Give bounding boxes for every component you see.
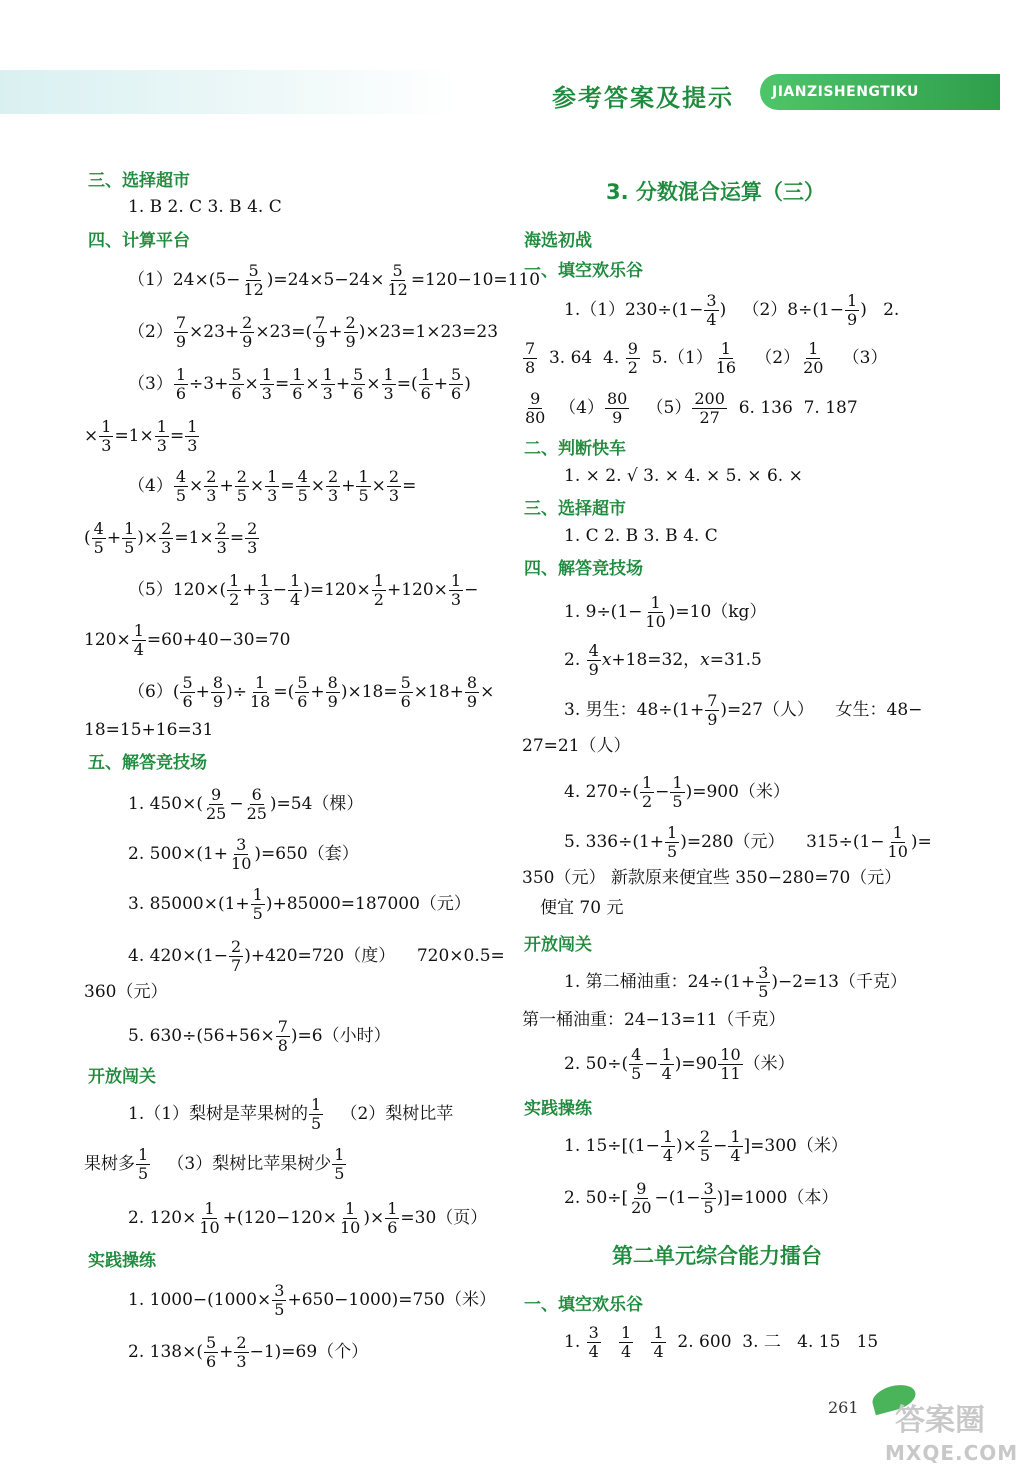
- solve-r-4: 4. 270÷( $\frac{1}{2}$ − $\frac{1}{5}$ )=900（米）: [564, 773, 790, 811]
- watermark-line2: MXQE.COM: [885, 1441, 1018, 1465]
- calc-4-cont: ( $\frac{4}{5}$ + $\frac{1}{5}$ )× $\frac{2}{3}$ =1× $\frac{2}{3}$ = $\frac{2}{3}$: [84, 519, 258, 557]
- calc-5: （5）120×( $\frac{1}{2}$ + $\frac{1}{3}$ − $\frac{1}{4}$ )=120× $\frac{1}{2}$ +120× $\frac{1}{3}$ −: [128, 571, 479, 609]
- section-fill-unit: 一、填空欢乐谷: [524, 1295, 643, 1315]
- practice-r-2: 2. 50÷[ $\frac{9}{20}$ −(1− $\frac{3}{5}$ )]=1000（本）: [564, 1179, 839, 1217]
- solve-1: 1. 450×( $\frac{9}{25}$ − $\frac{6}{25}$ )=54（棵）: [128, 785, 364, 823]
- fill-2: $\frac{7}{8}$ 3. 64 4. $\frac{9}{2}$ 5.（1） $\frac{1}{16}$ （2） $\frac{1}{20}$ （3）: [525, 339, 888, 377]
- open-r-2: 2. 50÷( $\frac{4}{5}$ − $\frac{1}{4}$ )=90 $\frac{10}{11}$ （米）: [564, 1045, 795, 1083]
- open-r-1: 1. 第二桶油重：24÷(1+ $\frac{3}{5}$ )−2=13（千克）: [564, 963, 907, 1001]
- page-header-title: 参考答案及提示: [552, 84, 734, 112]
- solve-3: 3. 85000×(1+ $\frac{1}{5}$ )+85000=187000（元）: [128, 885, 471, 923]
- fill-unit-1: 1. $\frac{3}{4}$ $\frac{1}{4}$ $\frac{1}{4}$ 2. 600 3. 二 4. 15 15: [564, 1323, 879, 1361]
- section-choice-r: 三、选择超市: [524, 499, 626, 519]
- section-solve: 五、解答竞技场: [88, 753, 207, 773]
- open-1: 1.（1）梨树是苹果树的 $\frac{1}{5}$ （2）梨树比苹: [128, 1095, 454, 1133]
- calc-1: （1）24×(5− $\frac{5}{12}$ )=24×5−24× $\frac{5}{12}$ =120−10=110: [128, 261, 541, 299]
- solve-r-3-cont: 27=21（人）: [522, 736, 631, 756]
- section-title-fraction: 3. 分数混合运算（三）: [606, 180, 825, 204]
- calc-6-cont: 18=15+16=31: [84, 720, 214, 740]
- watermark-line1: 答案圈: [895, 1403, 985, 1438]
- solve-r-5-cont: 350（元） 新款原来便宜些 350−280=70（元）: [522, 868, 902, 888]
- solve-r-2: 2. $\frac{4}{9}$ x+18=32，x=31.5: [564, 641, 762, 679]
- solve-r-5-cont2: 便宜 70 元: [540, 898, 624, 918]
- section-open: 开放闯关: [88, 1067, 156, 1087]
- solve-r-3: 3. 男生：48÷(1+ $\frac{7}{9}$ )=27（人） 女生：48−: [564, 691, 923, 729]
- section-solve-r: 四、解答竞技场: [524, 559, 643, 579]
- open-2: 2. 120× $\frac{1}{10}$ +(120−120× $\frac{1}{10}$ )× $\frac{1}{6}$ =30（页）: [128, 1199, 488, 1237]
- calc-2: （2） $\frac{7}{9}$ ×23+ $\frac{2}{9}$ ×23=( $\frac{7}{9}$ + $\frac{2}{9}$ )×23=1×23=23: [128, 313, 499, 351]
- choice-answers: 1. B 2. C 3. B 4. C: [128, 197, 282, 217]
- section-practice-r: 实践操练: [524, 1099, 592, 1119]
- section-calc: 四、计算平台: [88, 231, 190, 251]
- fill-1: 1.（1）230÷(1− $\frac{3}{4}$ ) （2）8÷(1− $\frac{1}{9}$ ) 2.: [564, 291, 900, 329]
- solve-2: 2. 500×(1+ $\frac{3}{10}$ )=650（套）: [128, 835, 359, 873]
- section-choice: 三、选择超市: [88, 171, 190, 191]
- header-brand-tag: JIANZISHENGTIKU: [760, 74, 1000, 110]
- calc-3-cont: × $\frac{1}{3}$ =1× $\frac{1}{3}$ = $\frac{1}{3}$: [84, 417, 198, 455]
- solve-5: 5. 630÷(56+56× $\frac{7}{8}$ )=6（小时）: [128, 1017, 391, 1055]
- solve-r-5: 5. 336÷(1+ $\frac{1}{5}$ )=280（元） 315÷(1− $\frac{1}{10}$ )=: [564, 823, 932, 861]
- open-r-1-cont: 第一桶油重：24−13=11（千克）: [522, 1010, 786, 1030]
- calc-5-cont: 120× $\frac{1}{4}$ =60+40−30=70: [84, 621, 291, 659]
- open-1-cont: 果树多 $\frac{1}{5}$ （3）梨树比苹果树少 $\frac{1}{5}$: [84, 1145, 345, 1183]
- section-fill: 一、填空欢乐谷: [524, 261, 643, 281]
- judge-answers: 1. × 2. √ 3. × 4. × 5. × 6. ×: [564, 466, 803, 486]
- calc-4: （4） $\frac{4}{5}$ × $\frac{2}{3}$ + $\frac{2}{5}$ × $\frac{1}{3}$ = $\frac{4}{5}$ × $\frac{2}{3}$ + $\frac{1}{5}$ × $\frac{2}{3}$ =: [128, 467, 417, 505]
- calc-6: （6）( $\frac{5}{6}$ + $\frac{8}{9}$ )÷ $\frac{1}{18}$ =( $\frac{5}{6}$ + $\frac{8}{9}$ )×18= $\frac{5}{6}$ ×18+ $\frac{8}{9}$ ×: [128, 673, 495, 711]
- practice-1: 1. 1000−(1000× $\frac{3}{5}$ +650−1000)=750（米）: [128, 1281, 496, 1319]
- section-open-r: 开放闯关: [524, 935, 592, 955]
- solve-r-1: 1. 9÷(1− $\frac{1}{10}$ )=10（kg）: [564, 593, 767, 631]
- section-practice: 实践操练: [88, 1251, 156, 1271]
- practice-2: 2. 138×( $\frac{5}{6}$ + $\frac{2}{3}$ −1)=69（个）: [128, 1333, 369, 1371]
- section-haixuan: 海选初战: [524, 231, 592, 251]
- page-number: 261: [828, 1398, 859, 1417]
- practice-r-1: 1. 15÷[(1− $\frac{1}{4}$ )× $\frac{2}{5}$ − $\frac{1}{4}$ ]=300（米）: [564, 1127, 848, 1165]
- solve-4: 4. 420×(1− $\frac{2}{7}$ )+420=720（度） 720×0.5=: [128, 937, 505, 975]
- calc-3: （3） $\frac{1}{6}$ ÷3+ $\frac{5}{6}$ × $\frac{1}{3}$ = $\frac{1}{6}$ × $\frac{1}{3}$ + $\frac{5}{6}$ × $\frac{1}{3}$ =( $\frac{1}{6}$ + $\frac{5}{6}$ ): [128, 365, 471, 403]
- fill-3: $\frac{9}{80}$ （4） $\frac{80}{9}$ （5） $\frac{200}{27}$ 6. 136 7. 187: [525, 389, 858, 427]
- choice-answers-r: 1. C 2. B 3. B 4. C: [564, 526, 718, 546]
- solve-4-cont: 360（元）: [84, 982, 168, 1002]
- section-judge: 二、判断快车: [524, 439, 626, 459]
- watermark: [875, 1395, 1018, 1475]
- unit-title: 第二单元综合能力擂台: [612, 1244, 822, 1268]
